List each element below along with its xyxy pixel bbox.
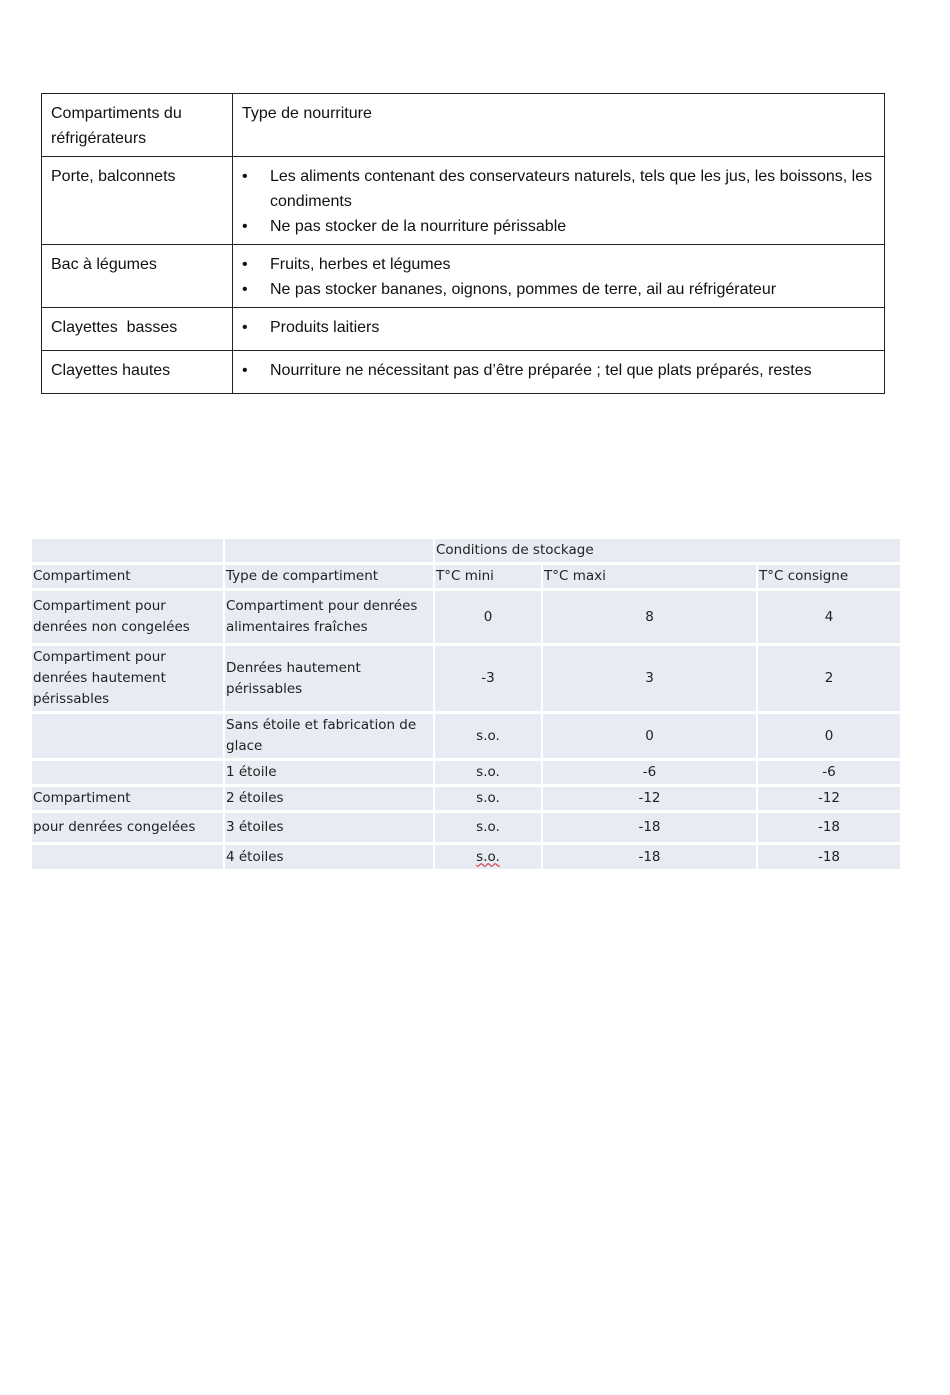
compartment-cell: Compartiment pour denrées non congelées	[32, 591, 225, 643]
temp-max-cell: 0	[543, 714, 758, 758]
list-item: • Ne pas stocker bananes, oignons, pommes de terre, ail au réfrigérateur	[242, 277, 875, 302]
group-header-row	[32, 539, 900, 562]
temp-min-cell: s.o.	[435, 813, 543, 842]
column-header-row	[32, 565, 900, 588]
bullet-list	[242, 358, 875, 383]
storage-conditions-table	[32, 536, 900, 872]
list-item: • Fruits, herbes et légumes	[242, 252, 875, 277]
food-type-cell	[233, 308, 885, 351]
temp-setpoint-cell: -18	[758, 845, 900, 869]
temp-max-cell: -18	[543, 845, 758, 869]
temp-min-cell: s.o.	[435, 761, 543, 784]
temp-setpoint-cell: -18	[758, 813, 900, 842]
table-row	[32, 591, 900, 643]
compartment-type-cell: 3 étoiles	[225, 813, 435, 842]
header-temp-max: T°C maxi	[543, 565, 758, 588]
compartment-type-cell: Compartiment pour denrées alimentaires fraîches	[225, 591, 435, 643]
list-item: • Les aliments contenant des conservateurs naturels, tels que les jus, les boissons, les condiments	[242, 164, 875, 214]
table-row	[32, 813, 900, 842]
compartment-cell: Porte, balconnets	[42, 157, 233, 245]
table-row	[32, 761, 900, 784]
compartment-cell: Compartiment pour denrées hautement périssables	[32, 646, 225, 711]
table-row	[42, 245, 885, 308]
table-row	[32, 646, 900, 711]
compartment-cell	[32, 761, 225, 784]
temp-max-cell: -6	[543, 761, 758, 784]
food-type-cell	[233, 245, 885, 308]
compartment-type-cell: Denrées hautement périssables	[225, 646, 435, 711]
food-type-cell	[233, 157, 885, 245]
temp-max-cell: -12	[543, 787, 758, 810]
temp-setpoint-cell: 0	[758, 714, 900, 758]
temp-setpoint-cell: -12	[758, 787, 900, 810]
compartment-cell: Clayettes basses	[42, 308, 233, 351]
bullet-list	[242, 315, 875, 340]
temp-max-cell: -18	[543, 813, 758, 842]
header-compartments: Compartiments du réfrigérateurs	[42, 94, 233, 157]
empty-cell	[225, 539, 435, 562]
compartment-type-cell: 1 étoile	[225, 761, 435, 784]
temp-min-cell: 0	[435, 591, 543, 643]
temp-min-cell: -3	[435, 646, 543, 711]
compartment-cell: Clayettes hautes	[42, 351, 233, 394]
header-food-type: Type de nourriture	[233, 94, 885, 157]
list-item: • Ne pas stocker de la nourriture périssable	[242, 214, 875, 239]
table-row	[32, 845, 900, 869]
header-compartment-type: Type de compartiment	[225, 565, 435, 588]
compartment-cell	[32, 714, 225, 758]
compartment-type-cell: 4 étoiles	[225, 845, 435, 869]
compartment-cell: Bac à légumes	[42, 245, 233, 308]
fridge-compartments-table	[41, 93, 885, 394]
header-temp-min: T°C mini	[435, 565, 543, 588]
header-temp-setpoint: T°C consigne	[758, 565, 900, 588]
list-item: • Nourriture ne nécessitant pas d’être préparée ; tel que plats préparés, restes	[242, 358, 875, 383]
compartment-cell: Compartiment	[32, 787, 225, 810]
spellcheck-underlined-text: s.o.	[476, 848, 500, 865]
bullet-list	[242, 164, 875, 239]
compartment-type-cell: Sans étoile et fabrication de glace	[225, 714, 435, 758]
bullet-list	[242, 252, 875, 302]
temp-min-cell: s.o.	[435, 787, 543, 810]
table-header-row	[42, 94, 885, 157]
header-compartment: Compartiment	[32, 565, 225, 588]
temp-max-cell: 8	[543, 591, 758, 643]
group-header-storage-conditions: Conditions de stockage	[435, 539, 900, 562]
table-row	[32, 714, 900, 758]
table-row	[42, 308, 885, 351]
temp-min-cell	[435, 845, 543, 869]
empty-cell	[32, 539, 225, 562]
food-type-cell	[233, 351, 885, 394]
table-row	[42, 157, 885, 245]
temp-setpoint-cell: 4	[758, 591, 900, 643]
table-row	[42, 351, 885, 394]
temp-setpoint-cell: 2	[758, 646, 900, 711]
table-row	[32, 787, 900, 810]
temp-min-cell: s.o.	[435, 714, 543, 758]
compartment-type-cell: 2 étoiles	[225, 787, 435, 810]
temp-max-cell: 3	[543, 646, 758, 711]
compartment-cell	[32, 845, 225, 869]
list-item: • Produits laitiers	[242, 315, 875, 340]
temp-setpoint-cell: -6	[758, 761, 900, 784]
compartment-cell: pour denrées congelées	[32, 813, 225, 842]
